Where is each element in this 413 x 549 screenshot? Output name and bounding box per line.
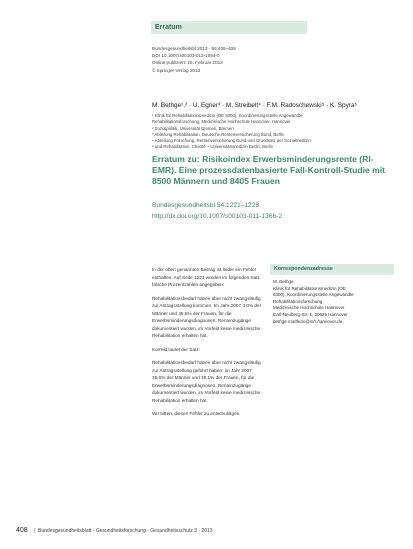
journal-name: Bundesgesundheitsblatt - Gesundheitsforschung - Gesundheitsschutz 3 · 2013: [38, 528, 213, 534]
correspondence-heading: Korrespondenzadresse: [270, 264, 394, 275]
correspondence-line: Rehabilitationsforschung,: [273, 298, 324, 304]
body-paragraph: Rehabilitationsbedarf haben aber nicht zwangsläufig zur Antragsstellung kommen. Im Jahr 2007 4,0% der Männer und 35,5% der Frauen, für die Erwerbsminderungsdiagnosen. Rentenzugänge dokumentiert wurden, im Vorfeld keine medizinische Rehabilitation erhalten hat.: [152, 295, 262, 338]
author-list: M. Bethge¹,² · U. Egner³ · M. Streibelt⁴ · F.M. Radoschewski⁵ · K. Spyra⁵: [152, 102, 358, 109]
body-paragraph: In der oben genannten Beitrag ist leider ein Fehler enthalten. Auf Seite 1223 wurden im folgenden Satz falsche Prozentzahlen angegeben:: [152, 267, 260, 287]
affiliations: [152, 113, 382, 151]
footer-separator: |: [33, 528, 35, 534]
meta-journal-line: Bundesgesundheitsbl 2013 · 56:408–408: [152, 46, 236, 51]
erratum-body: [152, 266, 264, 424]
affiliation-line: ⁴ Abteilung Forschung, Rentenversicherung Bund und Grundsatz der Sozialmedizin: [152, 138, 311, 144]
citation-doi-link[interactable]: http://dx.doi.org/10.1007/s00103-011-1366-2: [152, 213, 283, 220]
meta-copyright: © Springer-Verlag 2013: [152, 67, 201, 73]
article-meta: [152, 45, 352, 74]
citation-reference: Bundesgesundheitsbl 54:1221–1228: [152, 202, 260, 209]
article-title: Erratum zu: Risikoindex Erwerbsminderungsrente (RI-EMR). Eine prozessdatenbasierte Fall-Kontroll-Studie mit 8500 Männern und 8405 Frauen: [152, 154, 386, 186]
affiliation-line: ² Sozialpolitik, Universität Bremen, Bremen: [152, 125, 234, 131]
original-citation: [152, 200, 392, 222]
affiliation-line: ⁵ und Rehabilitation, Charité – Universitätsmedizin Berlin, Berlin: [152, 144, 274, 150]
correspondence-line: 8300), Koordinierungsstelle Angewandte: [273, 292, 354, 298]
page-number: 408: [16, 527, 28, 534]
affiliation-line: ¹ Klinik für Rehabilitationsmedizin (OE 8300), Koordinierungsstelle Angewandte: [152, 113, 303, 118]
meta-online-date: Online publiziert: 26. Februar 2013: [152, 60, 223, 66]
correspondence-name: M. Bethge: [273, 279, 294, 284]
correspondence-address: [270, 275, 394, 329]
body-paragraph: Korrekt lautet der Satz:: [152, 346, 200, 352]
page-footer: [16, 527, 396, 535]
body-paragraph: Rehabilitationsbedarf haben aber nicht zwangsläufig zur Antragsstellung geführt haben: im Jahr 2007 35,6% der Männer und 39,1% der Frauen, für die Erwerbsminderungsdiagnosen. Rentenzugänge dokumentiert wurden, im Vorfeld keine medizinische Rehabilitation erhalten hat.: [152, 360, 261, 403]
affiliation-line: Rehabilitationsforschung, Medizinische Hochschule Hannover, Hannover: [152, 119, 291, 125]
meta-doi[interactable]: DOI 10.1007/s00103-013-1694-0: [152, 53, 220, 59]
correspondence-line: Carl-Neuberg-Str. 1, 30625 Hannover: [273, 311, 348, 317]
correspondence-line: Klinik für Rehabilitationsmedizin (OE: [273, 285, 346, 291]
correspondence-line: Medizinische Hochschule Hannover: [273, 305, 345, 311]
article-type-badge: Erratum: [151, 21, 307, 34]
correspondence-email[interactable]: bethge.matthias@mh-hannover.de: [273, 318, 343, 324]
correspondence-box: [270, 264, 394, 329]
affiliation-line: ³ Abteilung Rehabilitation, Deutsche Rentenversicherung Bund, Berlin: [152, 131, 285, 137]
body-paragraph: Wir bitten, diesen Fehler zu entschuldigen.: [152, 411, 241, 416]
